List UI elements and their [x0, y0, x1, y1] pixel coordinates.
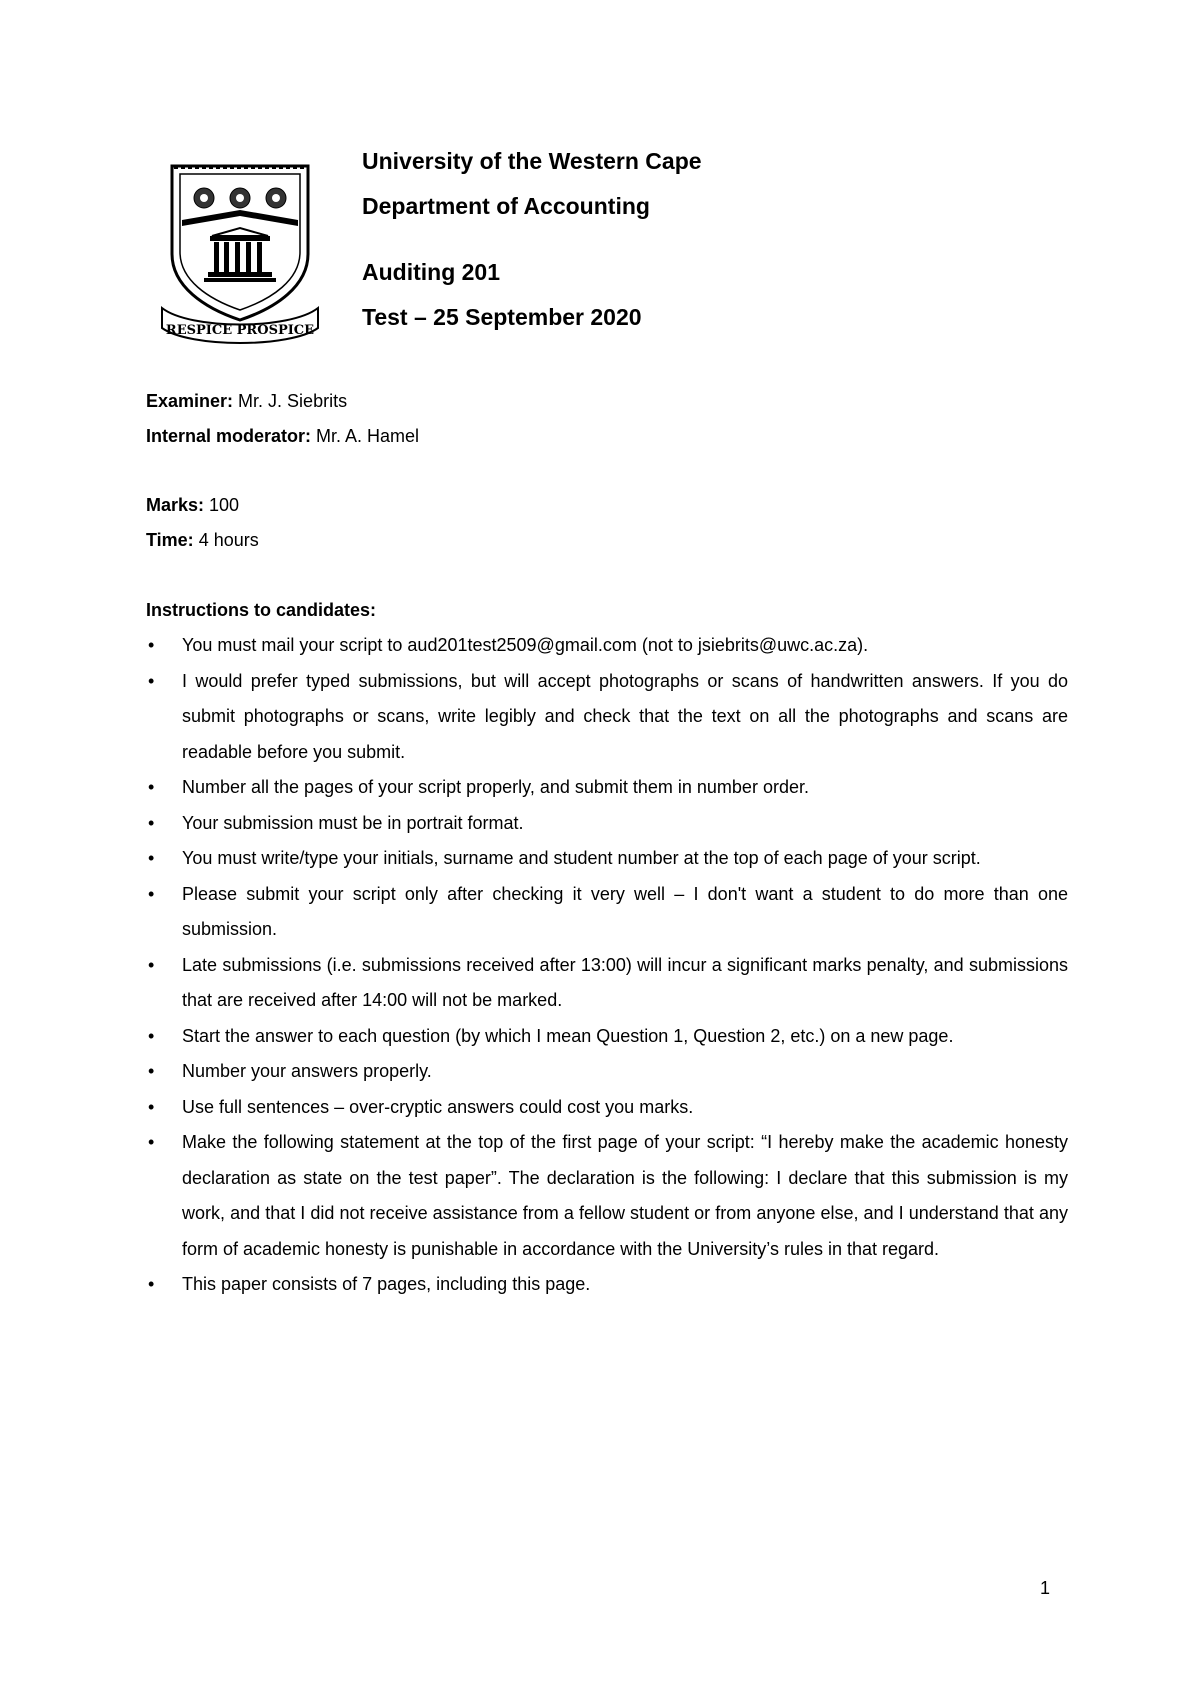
instruction-item: • This paper consists of 7 pages, including this page.	[146, 1267, 1068, 1303]
marks-label: Marks:	[146, 495, 205, 515]
instructions-title: Instructions to candidates:	[146, 600, 377, 620]
instructions-list	[146, 628, 1068, 1303]
instruction-item: • I would prefer typed submissions, but will accept photographs or scans of handwritten answers. If you do submit photographs or scans, write legibly and check that the text on all the photographs and scans are readable before you submit.	[146, 664, 1068, 771]
test-date: Test – 25 September 2020	[362, 304, 642, 330]
instruction-item: • Start the answer to each question (by which I mean Question 1, Question 2, etc.) on a new page.	[146, 1019, 1068, 1055]
marks-row	[146, 488, 1066, 523]
course-name: Auditing 201	[362, 259, 501, 285]
university-crest-logo	[160, 158, 320, 348]
examiner-label: Examiner:	[146, 391, 234, 411]
moderator-row	[146, 419, 1066, 454]
exam-details	[146, 384, 1066, 558]
moderator-label: Internal moderator:	[146, 426, 312, 446]
instruction-item: • Number all the pages of your script properly, and submit them in number order.	[146, 770, 1068, 806]
instruction-item: • Please submit your script only after checking it very well – I don't want a student to do more than one submission.	[146, 877, 1068, 948]
department-name: Department of Accounting	[362, 193, 650, 219]
instruction-item: • You must write/type your initials, surname and student number at the top of each page of your script.	[146, 841, 1068, 877]
marks-value: 100	[204, 495, 240, 515]
instruction-item: • Your submission must be in portrait format.	[146, 806, 1068, 842]
instruction-item: • Use full sentences – over-cryptic answers could cost you marks.	[146, 1090, 1068, 1126]
instruction-item: • Make the following statement at the top of the first page of your script: “I hereby make the academic honesty declaration as state on the test paper”. The declaration is the following: I declare that this submission is my work, and that I did not receive assistance from a fellow student or from anyone else, and I understand that any form of academic honesty is punishable in accordance with the University’s rules in that regard.	[146, 1125, 1068, 1267]
examiner-value: Mr. J. Siebrits	[233, 391, 348, 411]
time-row	[146, 523, 1066, 558]
university-name: University of the Western Cape	[362, 148, 702, 174]
time-value: 4 hours	[193, 530, 259, 550]
document-header	[362, 146, 962, 347]
instructions-section	[146, 593, 1068, 1303]
moderator-value: Mr. A. Hamel	[311, 426, 420, 446]
page-number: 1	[1040, 1578, 1051, 1598]
crest-svg	[160, 158, 320, 348]
crest-motto: RESPICE PROSPICE	[165, 323, 315, 338]
instruction-item: • You must mail your script to aud201test2509@gmail.com (not to jsiebrits@uwc.ac.za).	[146, 628, 1068, 664]
instruction-item: • Late submissions (i.e. submissions received after 13:00) will incur a significant marks penalty, and submissions that are received after 14:00 will not be marked.	[146, 948, 1068, 1019]
examiner-row	[146, 384, 1066, 419]
instruction-item: • Number your answers properly.	[146, 1054, 1068, 1090]
time-label: Time:	[146, 530, 194, 550]
